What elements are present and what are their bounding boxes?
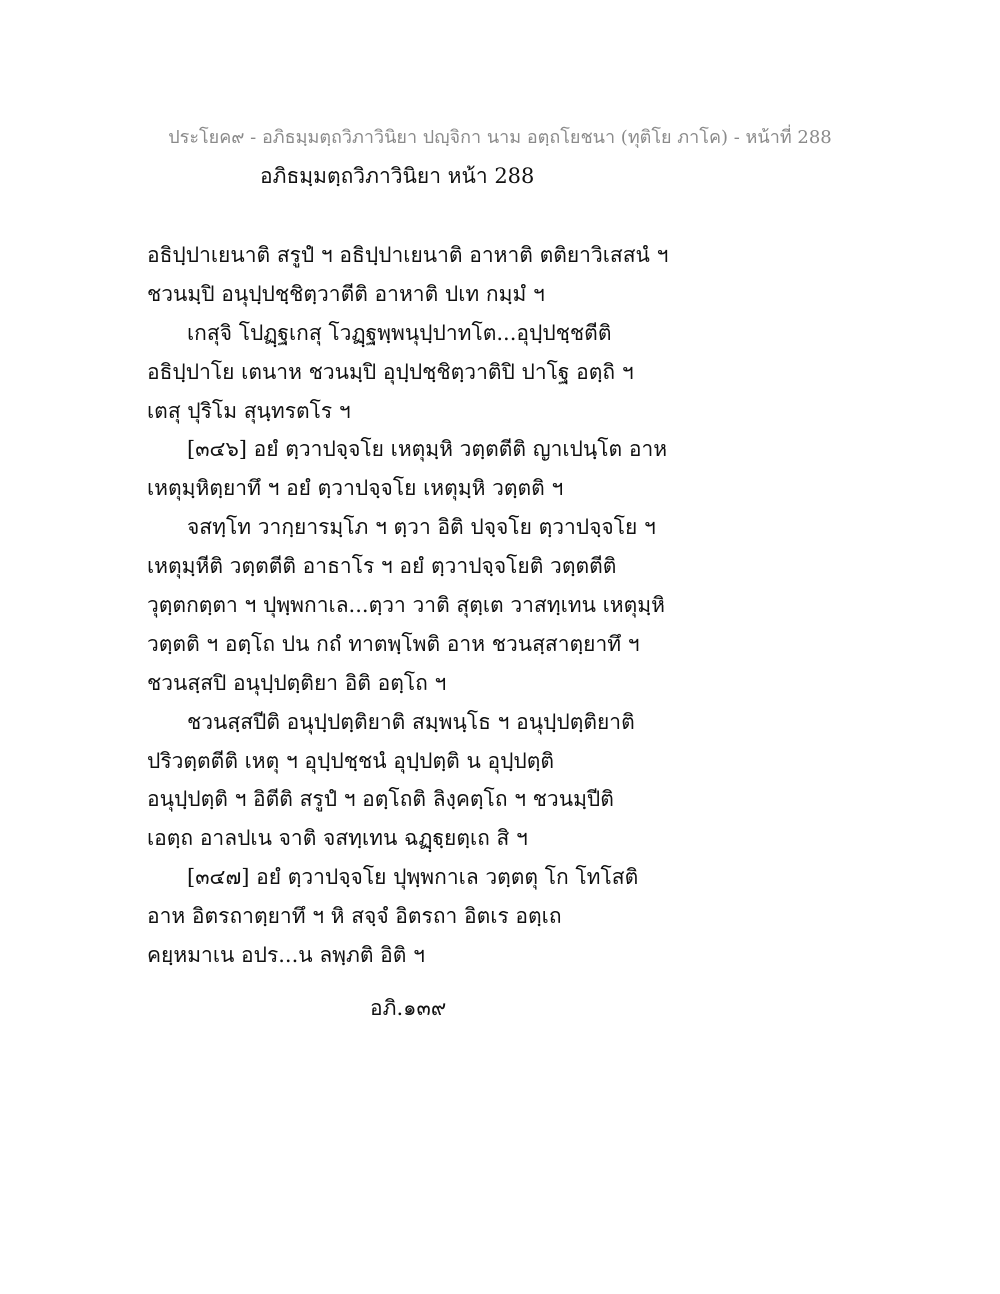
text-line-16: เอตฺถ อาลปเน จาติ จสทฺเทน ฉฏฺฐฺยตฺเถ สิ ฯ <box>147 826 528 851</box>
text-line-9: เหตุมฺหีติ วตฺตตีติ อาธาโร ฯ อยํ ตฺวาปจฺจโยติ วตฺตตีติ <box>147 554 617 579</box>
text-line-18: อาห อิตรถาตฺยาทึ ฯ หิ สจฺจํ อิตรถา อิตเร อตฺเถ <box>147 904 562 929</box>
text-line-4: อธิปฺปาโย เตนาห ชวนมฺปิ อุปฺปชฺชิตฺวาติปิ ปาโฐ อตฺถิ ฯ <box>147 359 634 384</box>
text-line-8: จสทฺโท วากฺยารมฺโภ ฯ ตฺวา อิติ ปจฺจโย ตฺวาปจฺจโย ฯ <box>187 515 656 540</box>
page-marker: อภิ.๑๓๙ <box>370 996 447 1020</box>
text-line-7: เหตุมฺหิตฺยาทึ ฯ อยํ ตฺวาปจฺจโย เหตุมฺหิ วตฺตติ ฯ <box>147 476 564 501</box>
text-line-6: [๓๔๖] อยํ ตฺวาปจฺจโย เหตุมฺหิ วตฺตตีติ ญาเปนฺโต อาห <box>187 437 668 462</box>
text-line-3: เกสุจิ โปฏฺฐเกสุ โวฏฺฐพฺพนุปฺปาทโต...อุปฺปชฺชตีติ <box>187 320 612 345</box>
body-text <box>147 236 867 975</box>
running-header: ประโยค๙ - อภิธมฺมตฺถวิภาวินิยา ปญฺจิกา นาม อตฺถโยชนา (ทุติโย ภาโค) - หน้าที่ 288 <box>168 127 832 148</box>
text-line-2: ชวนมฺปิ อนุปฺปชฺชิตฺวาตีติ อาหาติ ปเท กมฺมํ ฯ <box>147 281 545 306</box>
text-line-14: ปริวตฺตตีติ เหตุ ฯ อุปฺปชฺชนํ อุปฺปตฺติ น อุปฺปตฺติ <box>147 748 555 773</box>
text-line-11: วตฺตติ ฯ อตฺโถ ปน กถํ ทาตพฺโพติ อาห ชวนสฺสาตฺยาทึ ฯ <box>147 631 640 656</box>
text-line-17: [๓๔๗] อยํ ตฺวาปจฺจโย ปุพฺพกาเล วตฺตตุ โก โทโสติ <box>187 865 639 890</box>
page-title: อภิธมฺมตฺถวิภาวินิยา หน้า 288 <box>260 164 535 188</box>
text-line-10: วุตฺตกตฺตา ฯ ปุพฺพกาเล...ตฺวา วาติ สุตฺเต วาสทฺเทน เหตุมฺหิ <box>147 593 665 618</box>
text-line-5: เตสุ ปุริโม สุนฺทรตโร ฯ <box>147 398 351 423</box>
text-line-15: อนุปฺปตฺติ ฯ อิตีติ สรูปํ ฯ อตฺโถติ ลิงฺคตฺโถ ฯ ชวนมฺปีติ <box>147 787 614 812</box>
text-line-13: ชวนสฺสปีติ อนุปฺปตฺติยาติ สมฺพนฺโธ ฯ อนุปฺปตฺติยาติ <box>187 709 635 734</box>
text-line-1: อธิปฺปาเยนาติ สรูปํ ฯ อธิปฺปาเยนาติ อาหาติ ตติยาวิเสสนํ ฯ <box>147 243 669 267</box>
text-line-12: ชวนสฺสปิ อนุปฺปตฺติยา อิติ อตฺโถ ฯ <box>147 670 447 695</box>
text-line-19: คยฺหมาเน อปร...น ลพฺภติ อิติ ฯ <box>147 943 425 968</box>
